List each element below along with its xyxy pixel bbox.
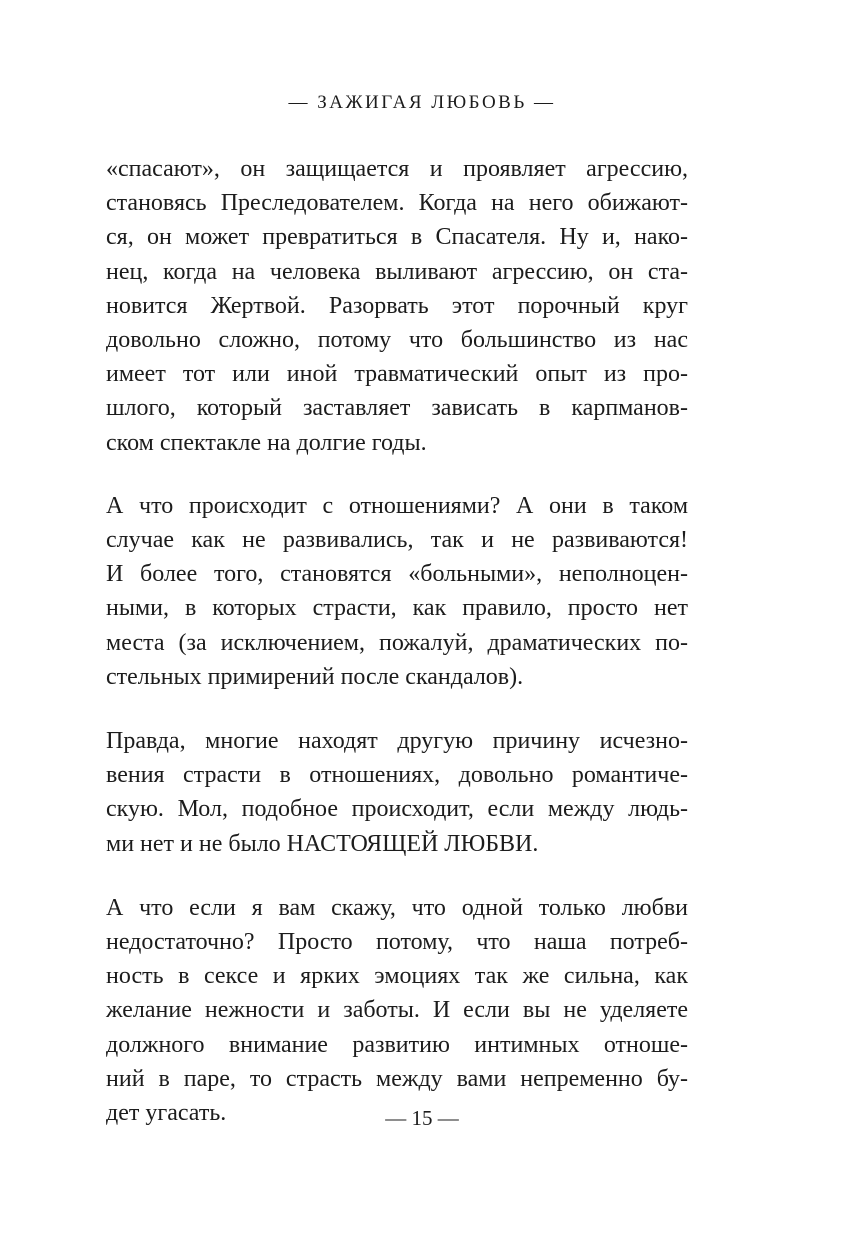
text-line: стельных примирений после скандалов).	[106, 663, 524, 690]
text-line: вения страсти в отношениях, довольно романтиче-	[106, 762, 688, 789]
paragraph	[106, 724, 688, 861]
text-line: желание нежности и заботы. И если вы не уделяете	[106, 997, 688, 1024]
text-line: ность в сексе и ярких эмоциях так же сильна, как	[106, 963, 688, 990]
text-line: новится Жертвой. Разорвать этот порочный круг	[106, 292, 688, 319]
text-line: скую. Мол, подобное происходит, если между людь-	[106, 796, 688, 823]
paragraph	[106, 152, 688, 460]
text-line: Правда, многие находят другую причину исчезно-	[106, 728, 688, 755]
text-line: становясь Преследователем. Когда на него обижают-	[106, 190, 688, 217]
text-line: шлого, который заставляет зависать в карпманов-	[106, 395, 688, 422]
text-line: имеет тот или иной травматический опыт из про-	[106, 361, 688, 388]
paragraph	[106, 891, 688, 1130]
text-line: А что происходит с отношениями? А они в таком	[106, 492, 688, 519]
text-line: «спасают», он защищается и проявляет агрессию,	[106, 156, 688, 182]
body-text	[106, 152, 688, 1130]
text-line: места (за исключением, пожалуй, драматических по-	[106, 629, 688, 656]
text-line: ний в паре, то страсть между вами непременно бу-	[106, 1065, 688, 1092]
page-number: — 15 —	[385, 1106, 459, 1130]
text-line: недостаточно? Просто потому, что наша потреб-	[106, 929, 688, 956]
text-line: А что если я вам скажу, что одной только любви	[106, 894, 688, 921]
text-line: случае как не развивались, так и не развиваются!	[106, 527, 688, 554]
text-line: ными, в которых страсти, как правило, просто нет	[106, 595, 688, 622]
text-line: дет угасать.	[106, 1100, 227, 1127]
text-line: ском спектакле на долгие годы.	[106, 429, 427, 456]
text-line: И более того, становятся «больными», неполноцен-	[106, 561, 688, 588]
text-line: довольно сложно, потому что большинство из нас	[106, 327, 688, 354]
running-header: — ЗАЖИГАЯ ЛЮБОВЬ —	[288, 92, 556, 113]
text-line: должного внимание развитию интимных отноше-	[106, 1031, 688, 1058]
text-line: ми нет и не было НАСТОЯЩЕЙ ЛЮБВИ.	[106, 830, 539, 857]
text-line: нец, когда на человека выливают агрессию, он ста-	[106, 258, 688, 285]
text-line: ся, он может превратиться в Спасателя. Ну и, нако-	[106, 224, 688, 251]
paragraph	[106, 489, 688, 694]
